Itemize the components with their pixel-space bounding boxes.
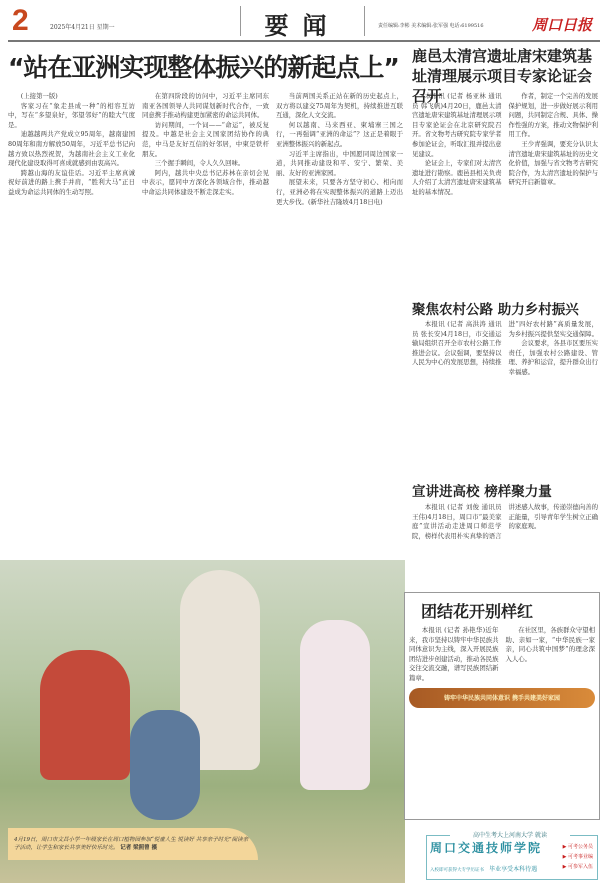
article-headline: 宣讲进高校 榜样聚力量 <box>412 484 552 500</box>
photo-credit: 记者 梁照曾 摄 <box>120 845 158 851</box>
paragraph: 当前两国关系正站在新的历史起点上，双方将以建交75周年为契机，持续推进互联互通，深化人文交流。 <box>276 92 403 120</box>
article-body <box>412 320 598 378</box>
paragraph: 迪越越两共产党成立95周年，越南建国80周年和南方解放50周年，习近平总书记向越方致以热烈祝贺，为越南社会主义工业化现代化建设取得可喜成就感到由衷高兴。 <box>8 130 135 168</box>
header-rule <box>8 40 600 42</box>
newspaper-logo: 周口日报 <box>532 16 593 34</box>
article-body <box>412 92 598 198</box>
article-headline: 鹿邑太清宫遗址唐宋建筑基址清理展示项目专家论证会召开 <box>412 47 593 105</box>
page-number: 2 <box>12 4 29 37</box>
paragraph: 展望未来，只要各方坚守初心、相向而行，亚洲必将在实现整体振兴的道路上迈出更大步伐。(新华社吉隆坡4月18日电) <box>276 178 403 206</box>
paragraph: 本报讯 (记者 杨亚林 通讯员 韩飞帆)4月20日，鹿邑太清宫遗址唐宋建筑基址清理展示项目专家论证会在北京研究院召开。省文物考古研究院专家学者参加论证会，听取汇报并提出意见建议。 <box>412 92 502 158</box>
ad-subtext: 入校即可获得大专学历证书 <box>430 868 484 873</box>
section-title: 要闻 <box>240 6 365 36</box>
paragraph: (上接第一版) <box>20 92 58 100</box>
paragraph: 论证会上，专家们对太清宫遗址进行勘察。鹿邑县相关负责人介绍了太清宫遗址唐宋建筑基址的基本情况。 <box>412 159 502 196</box>
photo-figure <box>130 710 200 820</box>
ad-tagline: 高中生考大上河南大学 就读 <box>450 830 570 839</box>
caption-text: 4月19日，周口市文昌小学一年级家长在周口植物园参加“悦童人生 悦读好 共享亲子时光”阅读亲子活动，让学生和家长共享美好快乐时光。 <box>14 837 249 851</box>
paragraph: 王少青强调，要充分认识太清宫遗址唐宋建筑基址的历史文化价值，加强与省文物考古研究院合作，为太清宫遗址的保护与研究开启新篇章。 <box>508 139 598 187</box>
article-headline: 团结花开别样红 <box>421 602 534 621</box>
photo-figure <box>40 650 130 780</box>
paragraph: 本报讯 (记者 刘俊 通讯员 王伟)4月18日，周口市“最美家庭”宣讲活动走进周口师范学院，榜样代表用朴实真挚的语言讲述感人故事，传递崇德向善的正能量，引导青年学生树立正确的家庭观。 <box>412 503 598 540</box>
photo-caption <box>8 828 258 860</box>
article-body <box>409 626 595 684</box>
paragraph: 访问期间，一个词——“命运”，被反复提及。中越是社会主义国家团结协作的典范，中马是友好互信的好邻居，中柬是铁杆朋友。 <box>142 120 269 158</box>
ad-benefit: ▶ 可考事业编 <box>562 854 593 860</box>
main-headline: “站在亚洲实现整体振兴的新起点上” <box>8 53 399 82</box>
editor-info: 责任编辑:李彬 美术编辑:张军强 电话:6199516 <box>378 23 484 29</box>
main-article-body <box>8 92 403 207</box>
ad-benefits <box>563 842 593 872</box>
ad-school-name: 周口交通技师学院 <box>430 841 543 855</box>
paragraph: 在第四阶段的访问中，习近平主席同东南亚各国领导人共同谋划新时代合作，一致同意携手推动构建更加紧密的命运共同体。 <box>142 92 269 120</box>
news-photo <box>0 560 405 883</box>
paragraph: 三个握手瞬间，令人久久回味。 <box>154 159 245 168</box>
paragraph: 在社区里，各族群众守望相助、亲如一家，“中华民族一家亲，同心共筑中国梦”的理念深入人心。 <box>505 626 595 663</box>
paragraph: 习近平主席指出，中国愿同周边国家一道，共同推动建设和平、安宁、繁荣、美丽、友好的亚洲家园。 <box>276 149 403 177</box>
article-body <box>412 503 598 541</box>
slogan-banner: 铸牢中华民族共同体意识 携手共建美好家园 <box>409 688 595 708</box>
photo-figure <box>300 620 370 790</box>
paragraph: 客家习在“象走县成一种”的相容互访中，写在“多望泉好，邻望邻好”的睦大气度是。 <box>8 101 135 129</box>
school-advertisement[interactable] <box>426 832 598 880</box>
ad-benefit: ▶ 可考公务员 <box>562 844 593 850</box>
article-headline: 聚焦农村公路 助力乡村振兴 <box>412 302 579 318</box>
ad-benefit: ▶ 可参军入伍 <box>562 864 593 870</box>
paragraph: 跨越山海的友谊佳话。习近平主席真诚祝好前进的路上携手并肩，“胜利大马”正日益成为命运共同体的生动写照。 <box>8 168 135 196</box>
paragraph: 作者，制定一个完善的发展保护规划，进一步做好展示利用问题，共同制定合规、具体、操作性强的方案，推动文物保护利用工作。 <box>508 92 598 139</box>
paragraph: 会议要求，各县市区要压实责任，加强农村公路建设、管理、养护和运营，提升群众出行幸福感。 <box>508 339 598 376</box>
paragraph: 本报讯 (记者 孙艳华)近年来，我市坚持以铸牢中华民族共同体意识为主线，深入开展民族团结进步创建活动，推动各民族交往交流交融，谱写民族团结新篇章。 <box>409 626 499 682</box>
paragraph: 阿内，越共中央总书记苏林在亲切会见中表示，愿同中方深化各领域合作，推动越中命运共同体建设不断走深走实。 <box>142 168 269 196</box>
paragraph: 本报讯 (记者 高洪涛 通讯员 张长安)4月18日，市交通运输局组织召开全市农村公路工作推进会议。会议强调，要坚持以人民为中心的发展思想，持续推进“四好农村路”高质量发展，为乡村振兴提供坚实交通保障。 <box>412 320 598 367</box>
ad-slogan: 毕业享受本科待遇 <box>489 866 538 873</box>
feature-box <box>404 592 600 820</box>
issue-date: 2025年4月21日 星期一 <box>50 24 115 31</box>
paragraph: 何以越南、马来西亚、柬埔寨三国之行，一再强调“亚洲的命运”？这正是着眼于亚洲整体振兴的新起点。 <box>276 120 403 148</box>
